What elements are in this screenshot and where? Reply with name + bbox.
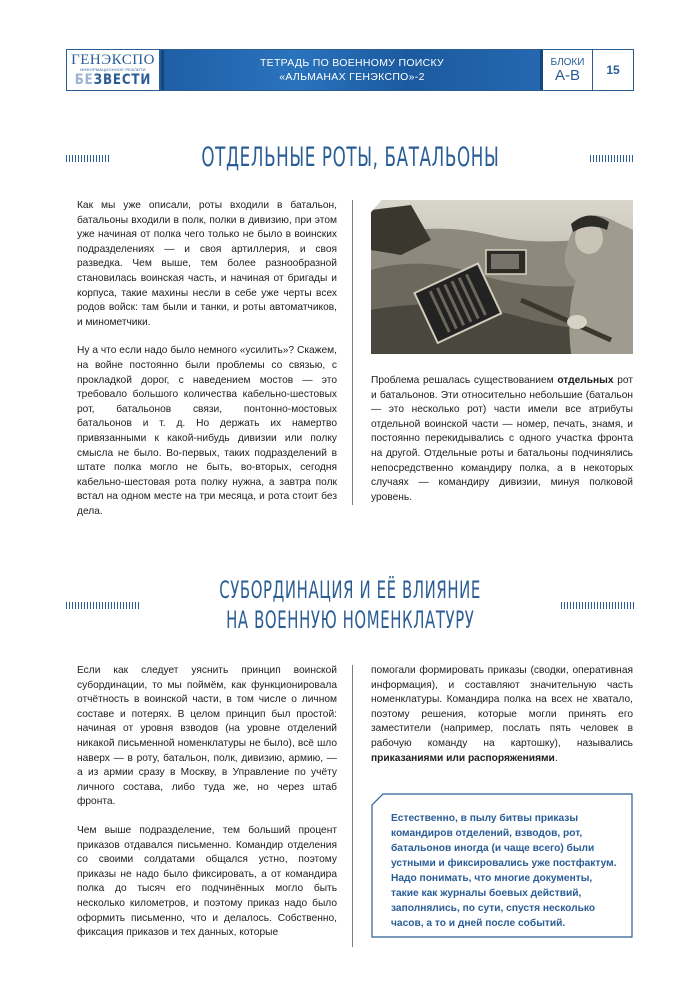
text-run: Проблема решалась существованием xyxy=(371,375,558,386)
page-number: 15 xyxy=(593,50,633,90)
column-divider xyxy=(352,665,353,947)
logo-bottom-text xyxy=(75,73,151,87)
section2-right-column xyxy=(371,664,633,780)
section2-right-paragraph xyxy=(371,664,633,766)
section1-right-column xyxy=(371,374,633,519)
logo-bottom-faint: БЕ xyxy=(74,72,94,88)
callout-text: Естественно, в пылу битвы приказы командиров отделений, взводов, рот, батальонов иногда (и чаще всего) были устными и фиксировались уже постфактум. Надо понимать, что многие документы, такие как журналы боевых действий, заполнялись, по сути, спустя несколько часов, а то и дней после событий. xyxy=(391,813,617,929)
signalman-photo-icon xyxy=(371,200,633,354)
logo-top-text: ГЕНЭКСПО xyxy=(71,52,155,68)
section1-right-paragraph xyxy=(371,374,633,505)
section2-paragraph: Если как следует уяснить принцип воинской субординации, то мы поймём, как функционировала отчётность в воинской части, в том числе о личном составе и потерях. В целом принцип был простой: начиная от уровня взводов (на уровне отделений никакой письменной номенклатуры не было), всё шло наверх — в роту, батальон, полк, дивизию, армию, — а из армии сразу в Москву, в Управление по учёту личного состава, либо туда же, но через штаб фронта. xyxy=(77,665,337,808)
blocks-indicator xyxy=(543,50,593,90)
blocks-label: БЛОКИ xyxy=(550,56,585,68)
section2-paragraph: Чем выше подразделение, тем больший процент приказов отдавался письменно. Командир отделения со своими солдатами общался устно, поэтому приказы не надо было фиксировать, а от командира полка до тысяч его подчинённых могло быть несколько километров, и поэтому приказ надо было оформить письменно, что и делалось. Собственно, фиксация приказов и тех данных, которые xyxy=(77,824,337,939)
text-run: . xyxy=(554,752,558,764)
left-tick-ornament xyxy=(66,155,110,162)
blocks-value: А-В xyxy=(554,66,580,84)
header-banner xyxy=(161,50,543,90)
text-run: помогали формировать приказы (сводки, оперативная информация), и составляют значительную часть номенклатуры. Командира полка на всех не хватало, поэтому решения, которые могли принять его заместители (например, послать пять человек в рабочую команду на картошку), назывались xyxy=(371,665,633,749)
right-tick-ornament xyxy=(590,155,634,162)
right-tick-ornament xyxy=(561,602,634,609)
archival-photo xyxy=(371,200,633,354)
bold-term: приказаниями или распоряжениями xyxy=(371,752,555,764)
section1-paragraph: Ну а что если надо было немного «усилить»? Скажем, на войне постоянно были проблемы со связью, с прокладкой дорог, с наведением мостов — это требовало большого количества кабельно-шестовых рот, батальонов связи, понтонно-мостовых батальонов и т. д. Но держать их намертво привязанными к какой-нибудь дивизии или полку смысла не было. Во-первых, таких подразделений в штате полка могло не быть, во-вторых, сегодня кабельно-шестовая рота полку нужна, а завтра полк встал на одном месте на три месяца, и рота стоит без дела. xyxy=(77,345,337,517)
section2-title-line1: СУБОРДИНАЦИЯ И ЕЁ ВЛИЯНИЕ xyxy=(219,576,481,604)
header-title-line1: ТЕТРАДЬ ПО ВОЕННОМУ ПОИСКУ xyxy=(259,57,445,69)
callout-box xyxy=(371,793,633,938)
section1-left-column xyxy=(77,199,337,533)
header-title-line2: «АЛЬМАНАХ ГЕНЭКСПО»-2 xyxy=(279,71,425,83)
genexpo-logo xyxy=(67,50,161,90)
section2-title xyxy=(139,575,561,635)
bold-term: отдельных xyxy=(557,375,614,386)
left-tick-ornament xyxy=(66,602,139,609)
section2-heading xyxy=(66,570,634,640)
text-run: рот и батальонов. Эти относительно небольшие (батальон — это несколько рот) части имели все атрибуты отдельной воинской части — номер, печать, знамя, и постоянно перекидывались с одного участка фронта на другой. Отдельные роты и батальоны подчинялись непосредственно командиру полка, а в некоторых случаях — командиру дивизии, минуя полковой уровень. xyxy=(371,375,633,503)
section1-heading xyxy=(66,143,634,173)
section1-title: ОТДЕЛЬНЫЕ РОТЫ, БАТАЛЬОНЫ xyxy=(200,142,500,173)
section2-title-line2: НА ВОЕННУЮ НОМЕНКЛАТУРУ xyxy=(225,606,475,634)
page-header xyxy=(66,49,634,91)
logo-subtitle: ИНФОРМАЦИОННОЕ РЕАЛИТИ xyxy=(80,67,146,72)
column-divider xyxy=(352,200,353,505)
section2-left-column xyxy=(77,664,337,955)
logo-bottom-bold: ЗВЕСТИ xyxy=(93,72,152,88)
section1-paragraph: Как мы уже описали, роты входили в батальон, батальоны входили в полк, полки в дивизию, при этом уже начиная от полка чего только не было в воинских подразделениях — и своя артиллерия, и своя разведка. Чем выше, тем более разнообразной становилась воинская часть, и начиная от бригады и корпуса, такие махины несли в себе уже черты всех родов войск: там были и танки, и роты автоматчиков, и минометчики. xyxy=(77,200,337,328)
